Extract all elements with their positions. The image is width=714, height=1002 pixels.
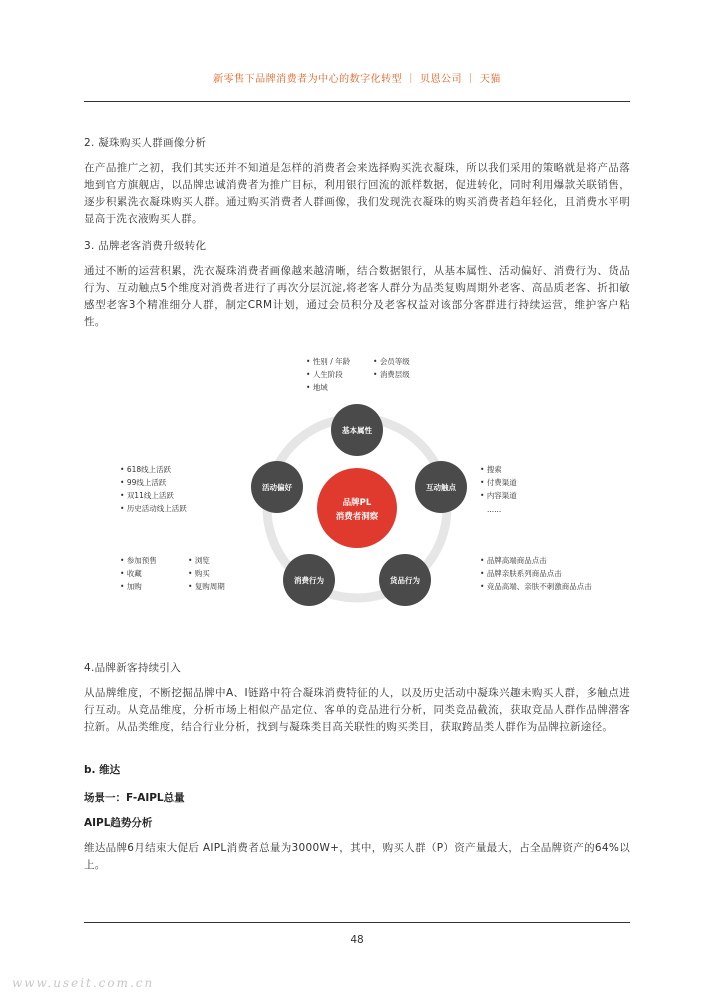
list-item: • 参加预售 bbox=[120, 554, 157, 567]
list-item: • 历史活动线上活跃 bbox=[120, 502, 187, 515]
list-item: • 加购 bbox=[120, 580, 157, 593]
section-2-heading: 2. 凝珠购买人群画像分析 bbox=[84, 137, 207, 149]
page-number: 48 bbox=[350, 934, 364, 946]
list-item: • 会员等级 bbox=[373, 355, 410, 368]
header-rule bbox=[84, 101, 630, 102]
list-item: • 品牌亲肤系列商品点击 bbox=[480, 567, 592, 580]
center-label-1: 品牌PL bbox=[342, 498, 372, 508]
section-4-body: 从品牌维度，不断挖掘品牌中A、I链路中符合凝珠消费特征的人，以及历史活动中凝珠兴趣未购买人群，多触点进行互动。从竞品维度，分析市场上相似产品定位、客单的竞品进行分析，同类竞品截流，获取竞品人群作品牌潜客拉新。从品类维度，结合行业分析，找到与凝珠类目高关联性的购买类目，获取跨品类人群作为品牌拉新途径。 bbox=[84, 687, 630, 733]
trend-heading: AIPL趋势分析 bbox=[84, 817, 153, 829]
scene-heading: 场景一：F-AIPL总量 bbox=[84, 792, 185, 804]
list-item: • 浏览 bbox=[188, 554, 225, 567]
list-item: • 竞品高端、亲肤不刺激商品点击 bbox=[480, 580, 592, 593]
list-item: • 地域 bbox=[306, 381, 350, 394]
list-item: • 复购周期 bbox=[188, 580, 225, 593]
section-3-body: 通过不断的运营积累，洗衣凝珠消费者画像越来越清晰，结合数据银行，从基本属性、活动偏好、消费行为、货品行为、互动触点5个维度对消费者进行了再次分层沉淀,将老客人群分为品类复购周期外老客、高品质老客、折扣敏感型老客3个精准细分人群，制定CRM计划，通过会员积分及老客权益对该部分客群进行持续运营，维护客户粘性。 bbox=[84, 265, 630, 328]
list-item: • 99线上活跃 bbox=[120, 476, 187, 489]
list-item: • 内容渠道 bbox=[480, 489, 517, 502]
section-b-heading: b. 维达 bbox=[84, 764, 121, 776]
center-circle bbox=[317, 468, 397, 548]
list-item: • 性别 / 年龄 bbox=[306, 355, 350, 368]
activity-list bbox=[120, 463, 187, 515]
consumption-list-1 bbox=[120, 554, 157, 593]
list-item: • 付费渠道 bbox=[480, 476, 517, 489]
watermark: www.useit.com.cn bbox=[12, 976, 155, 990]
interaction-more: ...... bbox=[487, 505, 502, 514]
section-4-heading: 4.品牌新客持续引入 bbox=[84, 662, 182, 674]
center-label-2: 消费者洞察 bbox=[335, 512, 379, 522]
node-interaction-touchpoints-label: 互动触点 bbox=[426, 483, 456, 492]
node-basic-attributes-label: 基本属性 bbox=[342, 426, 372, 435]
section-b-body: 维达品牌6月结束大促后 AIPL消费者总量为3000W+，其中，购买人群（P）资产量最大，占全品牌资产的64%以上。 bbox=[84, 842, 630, 871]
goods-list bbox=[480, 554, 592, 593]
node-goods-behavior-label: 货品行为 bbox=[390, 576, 420, 585]
basic-attributes-list-2 bbox=[373, 355, 410, 381]
basic-attributes-list-1 bbox=[306, 355, 350, 394]
list-item: • 品牌高端商品点击 bbox=[480, 554, 592, 567]
consumption-list-2 bbox=[188, 554, 225, 593]
section-3-heading: 3. 品牌老客消费升级转化 bbox=[84, 240, 207, 252]
list-item: • 人生阶段 bbox=[306, 368, 350, 381]
list-item: • 搜索 bbox=[480, 463, 517, 476]
list-item: • 消费层级 bbox=[373, 368, 410, 381]
consumer-insight-diagram bbox=[0, 340, 714, 650]
node-consumption-behavior-label: 消费行为 bbox=[294, 576, 324, 585]
footer-rule bbox=[84, 922, 630, 923]
list-item: • 收藏 bbox=[120, 567, 157, 580]
list-item: • 购买 bbox=[188, 567, 225, 580]
list-item: • 双11线上活跃 bbox=[120, 489, 187, 502]
interaction-list bbox=[480, 463, 517, 502]
page-header: 新零售下品牌消费者为中心的数字化转型 ｜ 贝恩公司 ｜ 天猫 bbox=[213, 74, 501, 85]
list-item: • 618线上活跃 bbox=[120, 463, 187, 476]
node-activity-preference-label: 活动偏好 bbox=[262, 483, 292, 492]
section-2-body: 在产品推广之初，我们其实还并不知道是怎样的消费者会来选择购买洗衣凝珠，所以我们采用的策略就是将产品落地到官方旗舰店，以品牌忠诚消费者为推广目标，利用银行回流的派样数据，促进转化，同时利用爆款关联销售，逐步积累洗衣凝珠购买人群。通过购买消费者人群画像，我们发现洗衣凝珠的购买消费者趋年轻化，且消费水平明显高于洗衣液购买人群。 bbox=[84, 162, 630, 225]
